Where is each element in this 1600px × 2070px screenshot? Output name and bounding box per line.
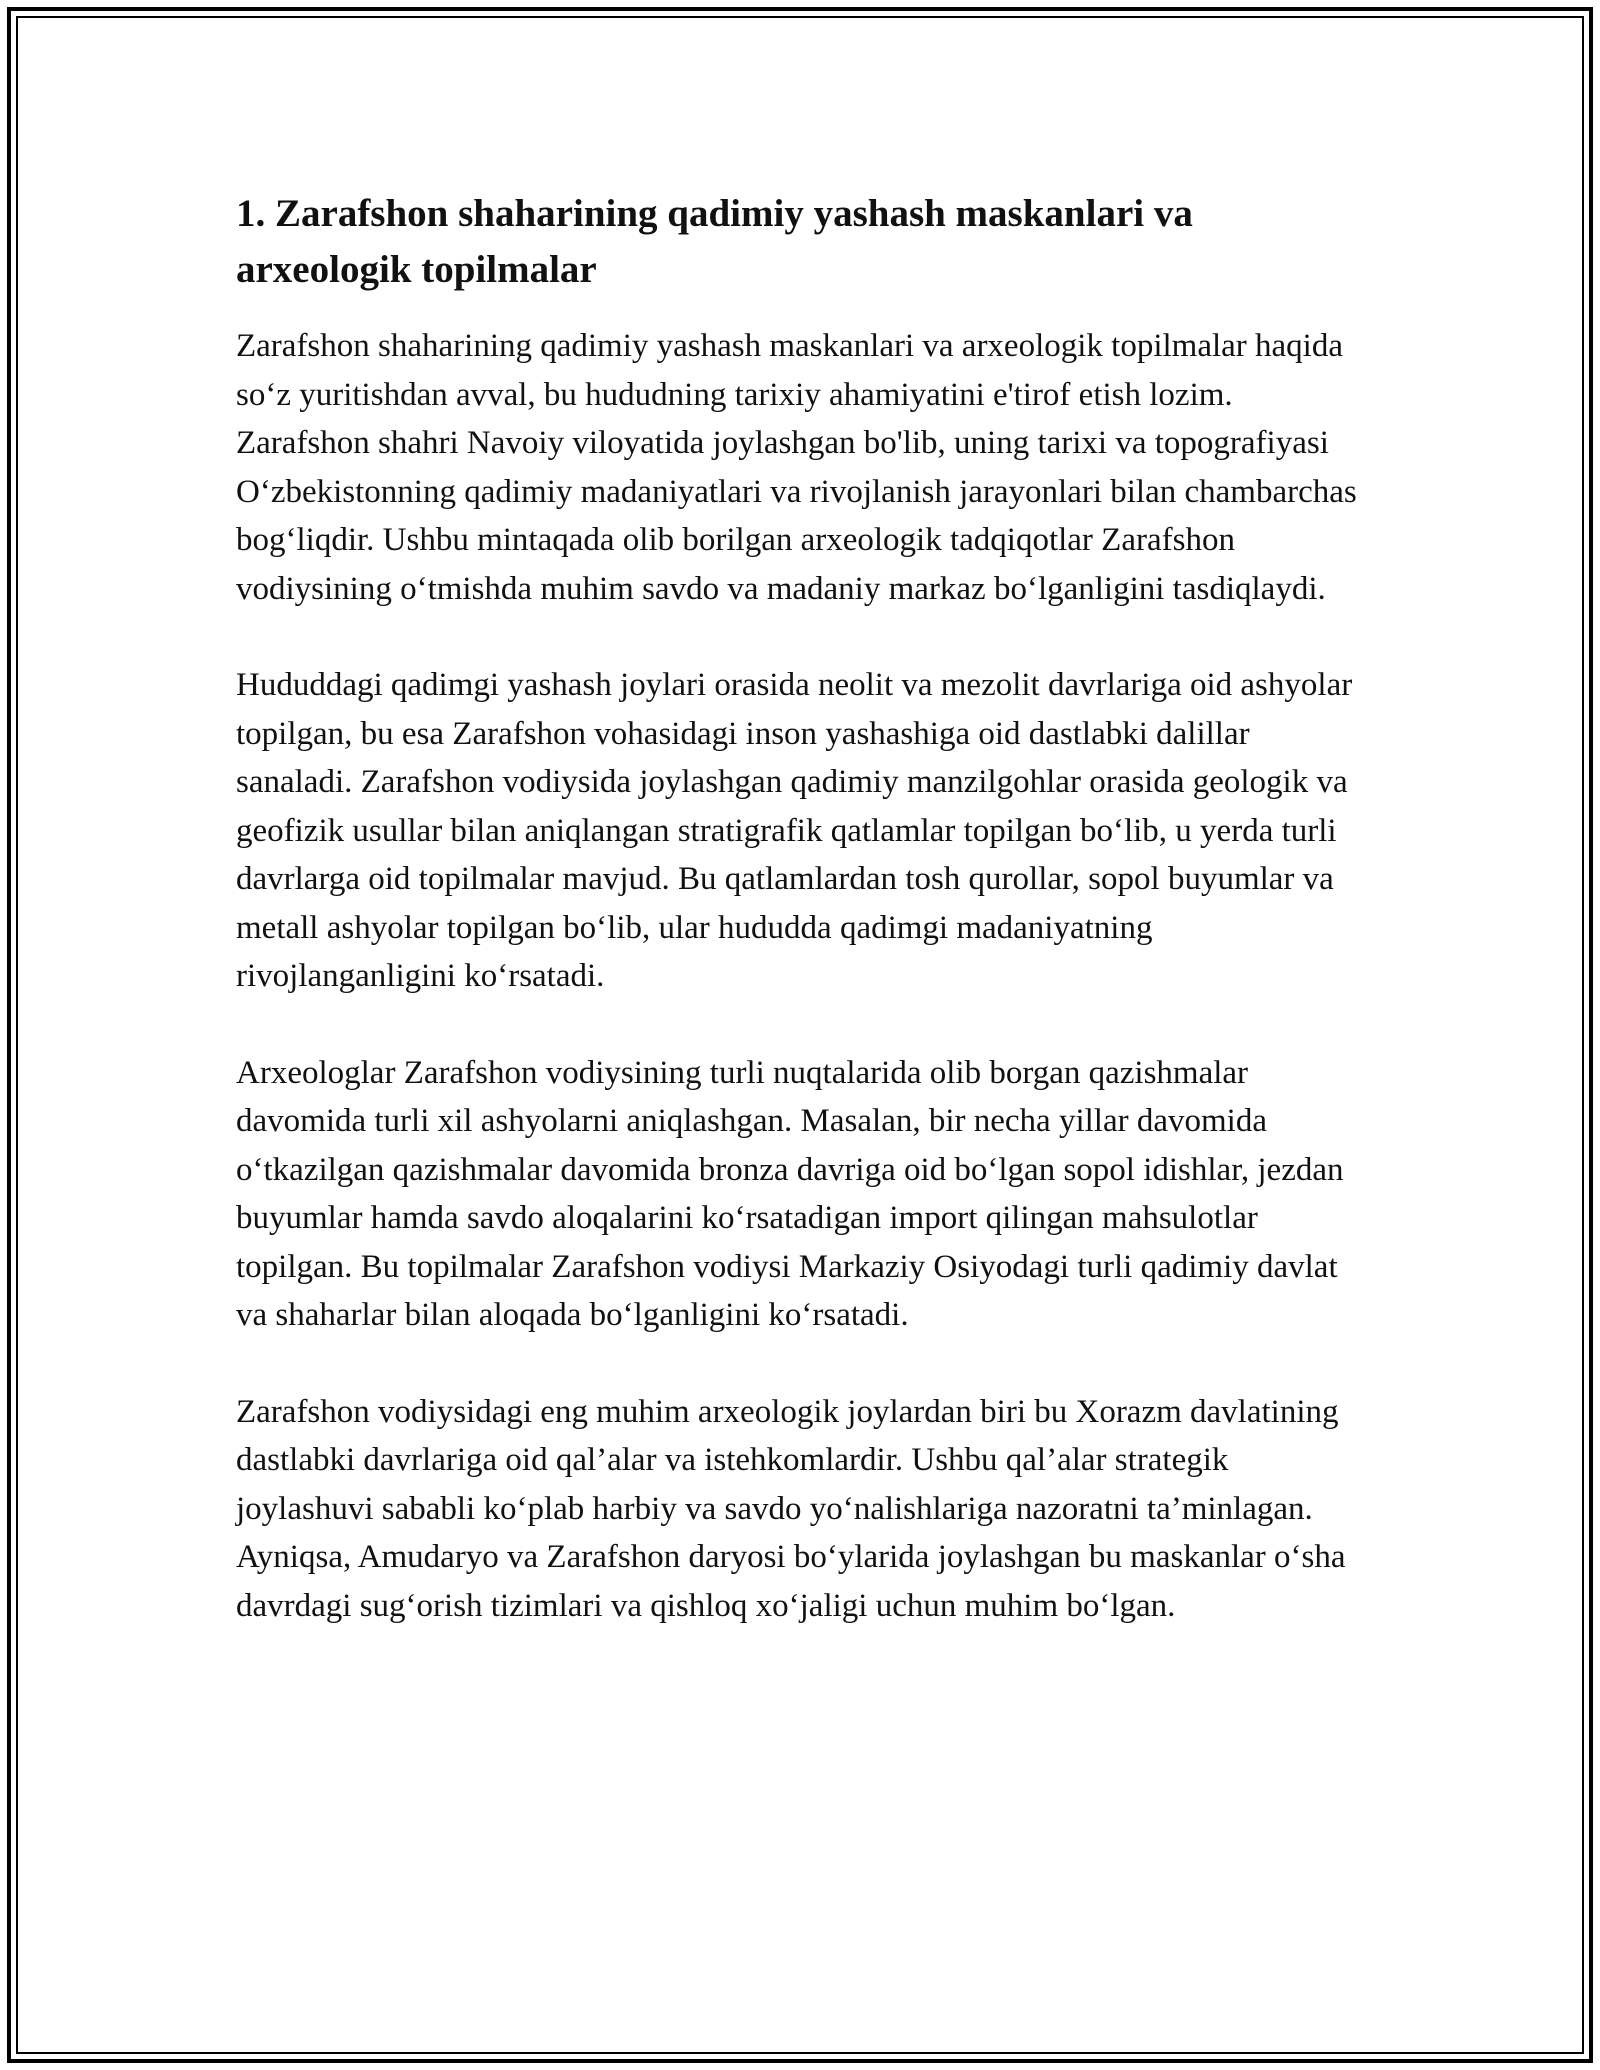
paragraph-1: Zarafshon shaharining qadimiy yashash maskanlari va arxeologik topilmalar haqida so‘z yuritishdan avval, bu hududning tarixiy ahamiyatini e'tirof etish lozim. Zarafshon shahri Navoiy viloyatida joylashgan bo'lib, uning tarixi va topografiyasi O‘zbekistonning qadimiy madaniyatlari va rivojlanish jarayonlari bilan chambarchas bog‘liqdir. Ushbu mintaqada olib borilgan arxeologik tadqiqotlar Zarafshon vodiysining o‘tmishda muhim savdo va madaniy markaz bo‘lganligini tasdiqlaydi.	[236, 328, 1357, 607]
section-heading: 1. Zarafshon shaharining qadimiy yashash maskanlari va arxeologik topilmalar	[236, 192, 1193, 291]
paragraph-4: Zarafshon vodiysidagi eng muhim arxeologik joylardan biri bu Xorazm davlatining dastlabki davrlariga oid qal’alar va istehkomlardir. Ushbu qal’alar strategik joylashuvi sababli ko‘plab harbiy va savdo yo‘nalishlariga nazoratni ta’minlagan. Ayniqsa, Amudaryo va Zarafshon daryosi bo‘ylarida joylashgan bu maskanlar o‘sha davrdagi sug‘orish tizimlari va qishloq xo‘jaligi uchun muhim bo‘lgan.	[236, 1393, 1346, 1624]
paragraph-2: Hududdagi qadimgi yashash joylari orasida neolit va mezolit davrlariga oid ashyolar topilgan, bu esa Zarafshon vohasidagi inson yashashiga oid dastlabki dalillar sanaladi. Zarafshon vodiysida joylashgan qadimiy manzilgohlar orasida geologik va geofizik usullar bilan aniqlangan stratigrafik qatlamlar topilgan bo‘lib, u yerda turli davrlarga oid topilmalar mavjud. Bu qatlamlardan tosh qurollar, sopol buyumlar va metall ashyolar topilgan bo‘lib, ular hududda qadimgi madaniyatning rivojlanganligini ko‘rsatadi.	[236, 667, 1353, 994]
paragraph-3: Arxeologlar Zarafshon vodiysining turli nuqtalarida olib borgan qazishmalar davomida turli xil ashyolarni aniqlashgan. Masalan, bir necha yillar davomida o‘tkazilgan qazishmalar davomida bronza davriga oid bo‘lgan sopol idishlar, jezdan buyumlar hamda savdo aloqalarini ko‘rsatadigan import qilingan mahsulotlar topilgan. Bu topilmalar Zarafshon vodiysi Markaziy Osiyodagi turli qadimiy davlat va shaharlar bilan aloqada bo‘lganligini ko‘rsatadi.	[236, 1054, 1344, 1333]
document-body	[236, 186, 1366, 1678]
